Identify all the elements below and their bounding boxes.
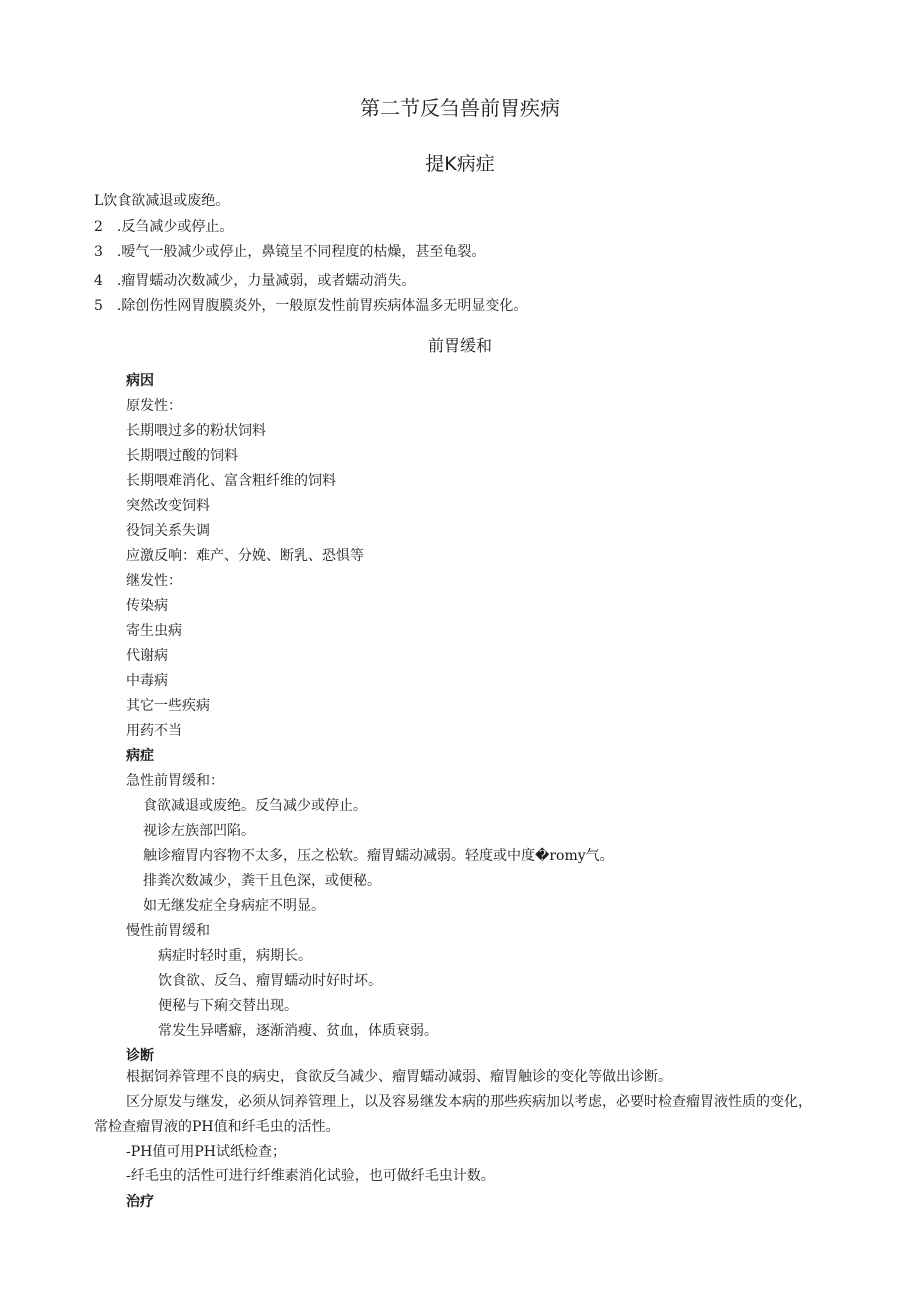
symptom-line-5: 5 .除创伤性网胃腹膜炎外，一般原发性前胃疾病体温多无明显变化。 <box>94 298 528 314</box>
disease-heading: 前胃缓和 <box>427 336 492 355</box>
symptom-line-4: 4 .瘤胃蠕动次数减少，力量减弱，或者蠕动消失。 <box>94 273 416 289</box>
diagnosis-para-1: 根据饲养管理不良的病史，食欲反刍减少、瘤胃蠕动减弱、瘤胃触诊的变化等做出诊断。 <box>126 1069 672 1085</box>
chapter-title: 第二节反刍兽前胃疾病 <box>360 96 560 120</box>
acute-label: 急性前胃缓和： <box>126 773 224 789</box>
diagnosis-para-2: 区分原发与继发，必须从饲养管理上，以及容易继发本病的那些疾病加以考虑，必要时检查瘤胃液性质的变化，常检查瘤胃液的PH值和纤毛虫的活性。 <box>94 1094 812 1135</box>
list-item: 其它一些疾病 <box>126 698 210 714</box>
list-item: 视诊左族部凹陷。 <box>143 823 255 839</box>
treatment-heading: 治疗 <box>126 1194 154 1210</box>
list-item: 如无继发症全身病症不明显。 <box>143 898 325 914</box>
symptom-heading: 病症 <box>126 748 154 764</box>
list-item: 役饲关系失调 <box>126 523 210 539</box>
list-item: 便秘与下痢交替出现。 <box>158 998 298 1014</box>
primary-label: 原发性： <box>126 398 182 414</box>
list-item: 排粪次数减少，粪干且色深，或便秘。 <box>143 873 381 889</box>
symptom-line-2: 2 .反刍减少或停止。 <box>94 219 234 235</box>
list-item: 常发生异嗜癖，逐渐消瘦、贫血，体质衰弱。 <box>158 1023 438 1039</box>
list-item: 长期喂过多的粉状饲料 <box>126 423 266 439</box>
symptoms-heading: 提K病症 <box>425 153 495 175</box>
cause-heading: 病因 <box>126 373 154 389</box>
list-item: 中毒病 <box>126 673 168 689</box>
diagnosis-line-3: -PH值可用PH试纸检查； <box>126 1144 286 1160</box>
list-item: 长期喂过酸的饲料 <box>126 448 238 464</box>
secondary-label: 继发性： <box>126 573 182 589</box>
list-item: 寄生虫病 <box>126 623 182 639</box>
symptom-line-1: L饮食欲减退或废绝。 <box>94 193 230 209</box>
list-item: 突然改变饲料 <box>126 498 210 514</box>
diagnosis-line-4: -纤毛虫的活性可进行纤维素消化试验，也可做纤毛虫计数。 <box>126 1168 495 1184</box>
symptom-line-3: 3 .嗳气一般减少或停止，鼻镜呈不同程度的枯燥，甚至龟裂。 <box>94 244 486 260</box>
list-item: 病症时轻时重，病期长。 <box>158 948 312 964</box>
list-item: 食欲减退或废绝。反刍减少或停止。 <box>143 798 367 814</box>
list-item: 饮食欲、反刍、瘤胃蠕动时好时坏。 <box>158 973 382 989</box>
list-item: 应激反响：难产、分娩、断乳、恐惧等 <box>126 548 364 564</box>
chronic-label: 慢性前胃缓和 <box>126 923 210 939</box>
list-item: 触诊瘤胃内容物不太多，压之松软。瘤胃蠕动减弱。轻度或中度�romy气。 <box>143 848 614 864</box>
list-item: 传染病 <box>126 598 168 614</box>
diagnosis-heading: 诊断 <box>126 1048 154 1064</box>
list-item: 用药不当 <box>126 723 182 739</box>
list-item: 代谢病 <box>126 648 168 664</box>
list-item: 长期喂难消化、富含粗纤维的饲料 <box>126 473 336 489</box>
